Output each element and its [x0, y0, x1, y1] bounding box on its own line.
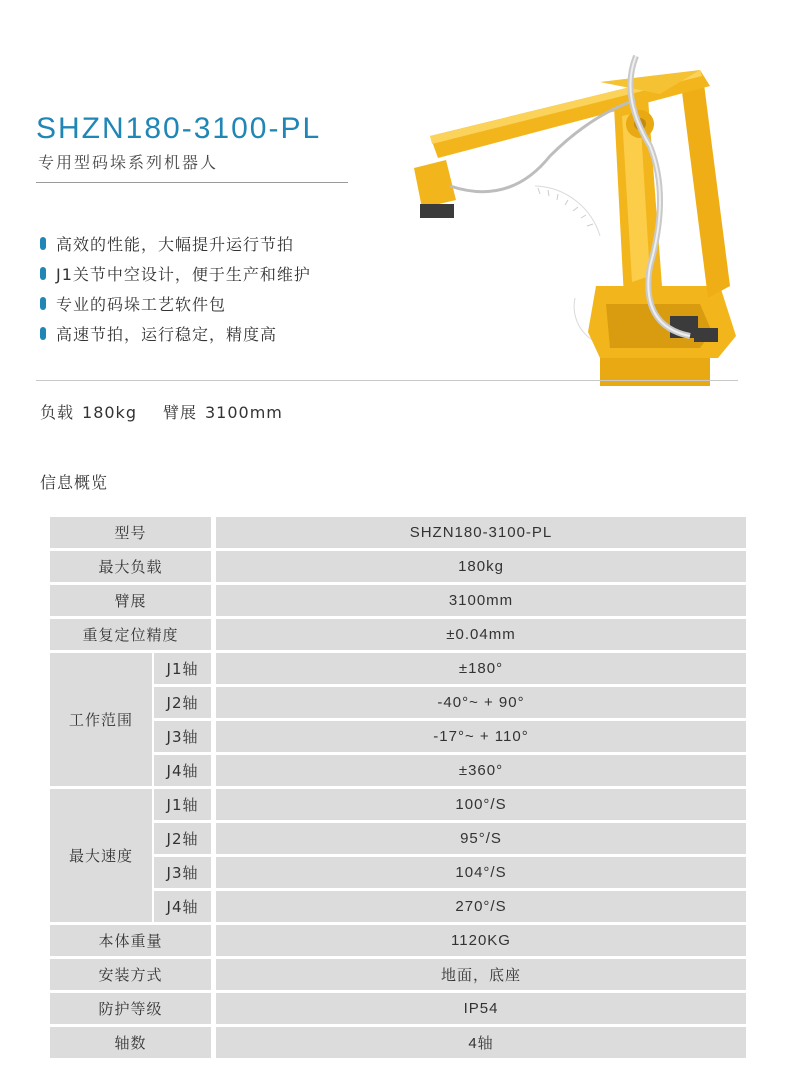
- spec-label: 轴数: [50, 1027, 216, 1058]
- spec-value: 1120KG: [216, 925, 746, 956]
- feature-item: J1关节中空设计，便于生产和维护: [40, 258, 311, 288]
- table-row: [50, 755, 746, 786]
- feature-item: 专业的码垛工艺软件包: [40, 288, 311, 318]
- hero-divider: [36, 380, 738, 381]
- spec-value: 4轴: [216, 1027, 746, 1058]
- table-row: [50, 517, 746, 548]
- spec-label: 安装方式: [50, 959, 216, 990]
- load-label: 负载: [40, 403, 75, 422]
- spec-label: 重复定位精度: [50, 619, 216, 650]
- bullet-icon: [40, 267, 46, 280]
- axis-label: J1轴: [154, 653, 216, 684]
- table-row: [50, 585, 746, 616]
- axis-label: J1轴: [154, 789, 216, 820]
- table-row: [50, 789, 746, 820]
- table-row: [50, 925, 746, 956]
- spec-value: 270°/S: [216, 891, 746, 922]
- axis-label: J2轴: [154, 687, 216, 718]
- feature-list: [40, 228, 311, 348]
- feature-item: 高速节拍，运行稳定，精度高: [40, 318, 311, 348]
- table-row: [50, 619, 746, 650]
- title-divider: [36, 182, 348, 183]
- section-title: 信息概览: [40, 473, 109, 492]
- table-row: [50, 687, 746, 718]
- spec-value: 180kg: [216, 551, 746, 582]
- spec-value: 104°/S: [216, 857, 746, 888]
- reach-value: 3100mm: [205, 403, 283, 422]
- spec-label: 本体重量: [50, 925, 216, 956]
- axis-label: J3轴: [154, 721, 216, 752]
- spec-value: -17°~ + 110°: [216, 721, 746, 752]
- spec-label: 型号: [50, 517, 216, 548]
- bullet-icon: [40, 237, 46, 250]
- reach-label: 臂展: [162, 403, 197, 422]
- table-row: [50, 857, 746, 888]
- spec-label: 最大负载: [50, 551, 216, 582]
- range-group-label: 工作范围: [50, 653, 154, 786]
- product-subtitle: 专用型码垛系列机器人: [38, 153, 219, 172]
- spec-value: 地面，底座: [216, 959, 746, 990]
- palletizing-robot-image: [400, 36, 760, 386]
- table-row: [50, 891, 746, 922]
- spec-value: ±360°: [216, 755, 746, 786]
- spec-value: SHZN180-3100-PL: [216, 517, 746, 548]
- spec-value: 3100mm: [216, 585, 746, 616]
- speed-group-label: 最大速度: [50, 789, 154, 922]
- spec-label: 臂展: [50, 585, 216, 616]
- spec-value: 95°/S: [216, 823, 746, 854]
- spec-table: [50, 514, 746, 1061]
- spec-value: IP54: [216, 993, 746, 1024]
- spec-value: ±0.04mm: [216, 619, 746, 650]
- bullet-icon: [40, 297, 46, 310]
- axis-label: J3轴: [154, 857, 216, 888]
- table-row: [50, 823, 746, 854]
- spec-label: 防护等级: [50, 993, 216, 1024]
- table-row: [50, 721, 746, 752]
- product-title: SHZN180-3100-PL: [36, 112, 322, 145]
- feature-item: 高效的性能，大幅提升运行节拍: [40, 228, 311, 258]
- spec-value: -40°~ + 90°: [216, 687, 746, 718]
- summary-line: [40, 400, 291, 423]
- axis-label: J2轴: [154, 823, 216, 854]
- bullet-icon: [40, 327, 46, 340]
- table-row: [50, 551, 746, 582]
- axis-label: J4轴: [154, 755, 216, 786]
- table-row: [50, 993, 746, 1024]
- spec-value: ±180°: [216, 653, 746, 684]
- table-row: [50, 1027, 746, 1058]
- axis-label: J4轴: [154, 891, 216, 922]
- table-row: [50, 653, 746, 684]
- load-value: 180kg: [82, 403, 137, 422]
- table-row: [50, 959, 746, 990]
- spec-value: 100°/S: [216, 789, 746, 820]
